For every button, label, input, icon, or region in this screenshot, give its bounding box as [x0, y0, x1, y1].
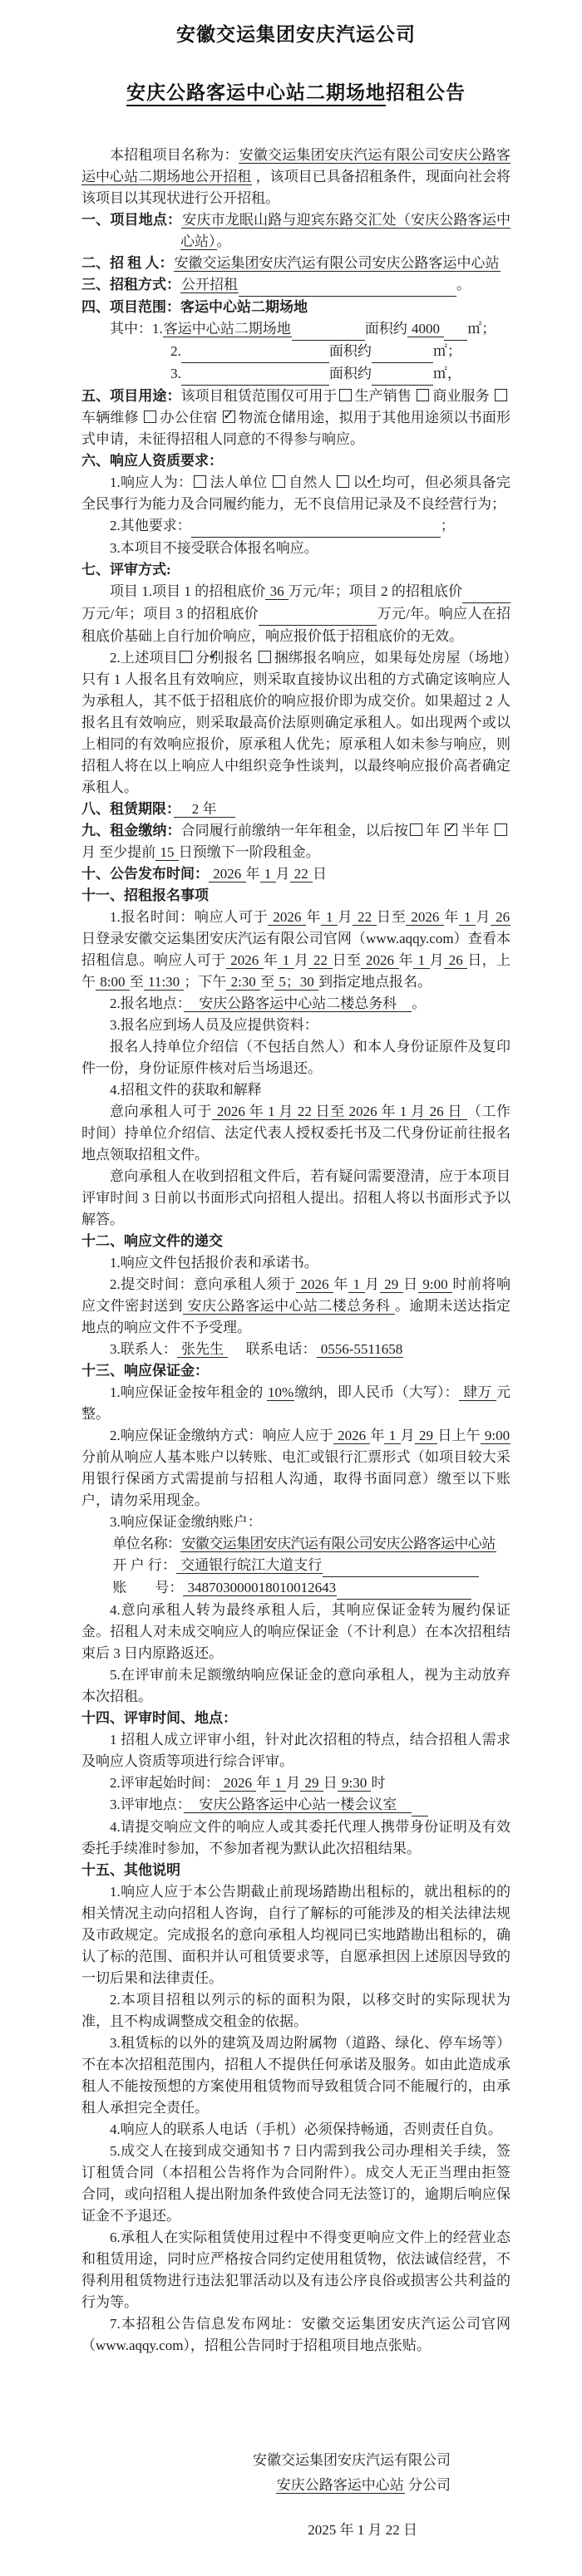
field-value: 1 [348, 1276, 364, 1292]
checkbox-unchecked-icon [410, 823, 422, 836]
text-run: 至 [260, 974, 275, 990]
text-run: 月 [338, 909, 353, 925]
checkbox-unchecked-icon [417, 389, 429, 401]
section-14-item-3 [81, 1794, 510, 1816]
text-run: 。 [216, 234, 231, 249]
checkbox-label: 自然人 [288, 474, 336, 490]
section-15-item-4 [81, 2119, 510, 2141]
text-run: 本招租项目名称为： [110, 147, 239, 163]
text-run: 年 [245, 866, 260, 882]
field-value: 8:00 [96, 974, 129, 990]
blank-field [323, 1555, 479, 1577]
checkbox-checked-icon [445, 823, 457, 836]
section-9-rent [81, 820, 510, 863]
section-13-item-1 [81, 1382, 510, 1425]
section-7-item-2 [81, 647, 510, 799]
field-value: 安徽交运集团安庆汽运有限公司安庆公路客运中心站二期场地公开招租 [81, 147, 511, 184]
heading-label: 四、项目范围： [81, 299, 180, 315]
text-run: 合同履行前缴纳一年年租金，以后按 [180, 823, 408, 838]
field-value: 安庆公路客运中心站二楼总务科 [183, 1298, 395, 1314]
field-value: 2026 [333, 1428, 370, 1443]
text-run: 2.本项目招租以列示的标的面积为限，以移交时的实际现状为准，且不构成调整成交租金的依据。 [81, 1992, 510, 2029]
text-run: 3.响应保证金缴纳账户： [110, 1514, 262, 1530]
field-value: 22 [290, 866, 312, 882]
section-12-heading [81, 1231, 510, 1252]
field-value: 张先生 [177, 1341, 228, 1357]
heading-label: 十二、响应文件的递交 [81, 1233, 223, 1249]
text-run: 月 [286, 1775, 301, 1791]
section-14-item-2 [81, 1772, 510, 1794]
field-value: 15 [156, 844, 178, 860]
checkbox-unchecked-icon [495, 389, 507, 401]
text-run: 5.在评审前未足额缴纳响应保证金的意向承租人，视为主动放弃本次招租。 [81, 1667, 510, 1704]
checkbox-label: 分别报名 [195, 650, 257, 666]
signature-branch-suffix: 分公司 [404, 2477, 451, 2493]
field-value: 0556-5511658 [317, 1341, 403, 1357]
text-run: 月 [400, 1428, 415, 1443]
section-13-heading [81, 1360, 510, 1382]
text-run: 。 [456, 277, 471, 293]
text-run: 月 [364, 1276, 380, 1292]
text-run: ，但必须具备完全民事行为能力及合同履约能力，无不良信用记录及不良经营行为； [81, 474, 511, 512]
section-11-item-3-detail [81, 1036, 510, 1079]
text-run: 1.响应人应于本公告期截止前现场踏勘出租标的，就出租标的的相关情况主动向招租人咨询，自行了解标的可能涉及的相关法律法规及市政规定。完成报名的意向承租人均视同已实地踏勘出租标的，确认了标的范围、面积并认可租赁要求等，自愿承担因上述原因导致的一切后果和法律责任。 [81, 1884, 510, 1986]
text-run: 4.意向承租人转为最终承租人后，其响应保证金转为履约保证金。招租人对未成交响应人的响应保证金（不计利息）在本次招租结束后 3 日内原路返还。 [81, 1602, 510, 1661]
field-value: 11:30 [144, 974, 184, 990]
checkbox-unchecked-icon [259, 651, 271, 663]
field-value: 安庆公路客运中心站一楼会议室 [185, 1797, 412, 1812]
text-run: 6.承租人在实际租赁使用过程中不得变更响应文件上的经营业态和租赁用途，同时应严格按合同约定使用租赁物，依法诚信经营，不得利用租赁物进行违法犯罪活动以及有违公序良俗或损害公共利益的行为等。 [81, 2229, 510, 2310]
section-13-item-3 [81, 1512, 510, 1533]
text-run: 月 [294, 952, 309, 968]
section-14-item-4 [81, 1816, 510, 1860]
text-run: 1.报名时间：响应人可于 [110, 909, 269, 925]
checkbox-label: 月 [81, 844, 100, 860]
field-value: 1 [279, 952, 294, 968]
field-value: 22 [353, 909, 377, 925]
section-4-item-3 [81, 363, 510, 386]
text-run: 1 招租人成立评审小组，针对此次招租的特点，结合招租人需求及响应人资质等项进行综合评审。 [81, 1732, 510, 1769]
field-value: 2026 [226, 952, 263, 968]
field-value: 2026 [269, 909, 306, 925]
field-value: 2026 [407, 909, 444, 925]
heading-label: 十四、评审时间、地点： [81, 1710, 237, 1726]
signature-company-line1: 安徽交运集团安庆汽运有限公司 [253, 2452, 451, 2468]
text-run: 2. [170, 343, 181, 359]
title-line-1: 安徽交运集团安庆汽运公司 [176, 23, 416, 45]
text-run: ，该项目已具备招租条件，现面向社会将该项目以其现状进行公开招租。 [81, 169, 511, 206]
title-line-2-rest: 招租公告 [386, 81, 466, 103]
checkbox-checked-icon [180, 651, 192, 663]
blank-field [239, 274, 456, 297]
section-12-item-1 [81, 1252, 510, 1274]
heading-label: 六、响应人资质要求： [81, 453, 223, 469]
section-15-item-3 [81, 2033, 510, 2119]
section-7-heading [81, 559, 510, 581]
text-run: 日 [313, 866, 327, 882]
blank-field [372, 363, 433, 386]
field-value: 1 [271, 1775, 286, 1791]
field-value: 29 [301, 1775, 323, 1791]
field-value: 5；30 [275, 974, 318, 990]
text-run: 2.提交时间：意向承租人须于 [110, 1276, 296, 1292]
intro-paragraph [81, 145, 510, 209]
section-11-item-4-detail-2 [81, 1166, 510, 1231]
text-run: 账 号： [112, 1580, 184, 1595]
field-value: 9:00 [418, 1276, 452, 1292]
text-run: 1.响应文件包括报价表和承诺书。 [110, 1255, 318, 1271]
text-run: 7.本招租公告信息发布网址：安徽交运集团安庆汽运公司官网（www.aqqy.com），招租公告同时于招租项目地点张贴。 [81, 2316, 510, 2353]
checkbox-label: 法人单位 [210, 474, 271, 490]
account-bank-line [81, 1555, 510, 1577]
blank-field [462, 581, 510, 603]
heading-label: 二、招 租 人： [81, 255, 174, 271]
text-run: 项目 1.项目 1 的招租底价 [110, 583, 266, 599]
field-value: 2:30 [227, 974, 260, 990]
text-run: 其中：1. [110, 321, 163, 337]
field-value: 安徽交运集团安庆汽运有限公司安庆公路客运中心站 [174, 255, 500, 271]
checkbox-label: 年 [425, 823, 444, 838]
text-run: 年 [370, 1428, 385, 1443]
signature-branch-underlined: 安庆公路客运中心站 [276, 2477, 404, 2493]
checkbox-label: 商业服务 [432, 388, 494, 404]
section-15-item-6 [81, 2227, 510, 2313]
section-11-item-4-detail-1 [81, 1101, 510, 1166]
field-value: 安庆公路客运中心站二楼总务科 [185, 995, 412, 1011]
section-13-item-5 [81, 1664, 510, 1708]
text-run: 面积约 [364, 321, 407, 337]
section-6-item-3 [81, 538, 510, 559]
heading-label: 五、项目用途： [81, 388, 181, 404]
checkbox-checked-icon [337, 475, 349, 488]
section-6-item-2 [81, 515, 510, 538]
text-run: 1.响应人为： [110, 474, 193, 490]
text-run: 联系电话： [228, 1341, 317, 1357]
field-value: 9:30 [338, 1775, 371, 1791]
field-value: 2026 [210, 866, 245, 882]
text-run: 2.上述项目 [110, 650, 178, 666]
text-run: 日，上午 [81, 952, 511, 990]
text-run: 面积约 [328, 343, 372, 359]
section-2-lessor [81, 253, 510, 274]
section-14-item-1 [81, 1729, 510, 1772]
text-run: 2.响应保证金缴纳方式：响应人应于 [110, 1428, 333, 1443]
field-value: 9:00 [481, 1428, 510, 1443]
signature-block [81, 2448, 510, 2543]
blank-field [337, 1577, 471, 1600]
field-value: 348703000018010012643 [184, 1580, 337, 1595]
text-run: 日 [323, 1775, 338, 1791]
text-run: 。逾期未送达指定地点的响应文件不予受理。 [81, 1298, 511, 1335]
section-5-usage [81, 386, 510, 450]
text-run: 时 [371, 1775, 386, 1791]
heading-label: 十一、招租报名事项 [81, 887, 209, 903]
section-13-item-4 [81, 1600, 510, 1664]
field-value: 1 [322, 909, 338, 925]
text-run: 单位名称： [112, 1536, 181, 1551]
text-run: 3.联系人： [110, 1341, 177, 1357]
text-run: 缴纳，即人民币（大写）： [294, 1384, 459, 1400]
text-run: 日至 [377, 909, 407, 925]
section-11-item-1 [81, 907, 510, 993]
text-run: 年 [256, 1775, 271, 1791]
text-run: 日至 [332, 952, 362, 968]
field-value: 客运中心站二期场地 [163, 321, 291, 337]
section-15-item-1 [81, 1881, 510, 1989]
field-value: 26 [491, 909, 510, 925]
text-run: 2.评审起始时间： [110, 1775, 219, 1791]
field-value: 2026 [362, 952, 398, 968]
heading-label: 八、租赁期限： [81, 801, 174, 817]
field-value: 4000 [407, 321, 444, 337]
title-line-2 [81, 80, 510, 105]
heading-label: 客运中心站二期场地 [180, 299, 308, 315]
heading-label: 十五、其他说明 [81, 1862, 180, 1878]
account-name-line [81, 1533, 510, 1555]
text-run: ㎡； [467, 321, 496, 337]
text-run: 面积约 [328, 366, 372, 381]
field-value: 2 年 [174, 801, 234, 817]
text-run: 到指定地点报名。 [318, 974, 432, 990]
text-run: 年 [333, 1276, 348, 1292]
checkbox-unchecked-icon [273, 475, 285, 488]
text-run: ㎡， [432, 366, 461, 381]
field-value: 29 [415, 1428, 437, 1443]
blank-field [181, 363, 329, 386]
checkbox-unchecked-icon [339, 389, 352, 401]
section-14-heading [81, 1708, 510, 1729]
checkbox-label: 半年 [461, 823, 494, 838]
heading-label: 三、招租方式： [81, 277, 180, 293]
text-run: ，拟用于其他用途须以书面形式申请，未征得招租人同意的不得参与响应。 [81, 410, 511, 447]
blank-field [372, 341, 433, 363]
field-value: 1 [460, 909, 476, 925]
text-run: 2.报名地点： [110, 995, 185, 1011]
text-run: 5.成交人在接到成交通知书 7 日内需到我公司办理相关手续，签订租赁合同（本招租公告将作为合同附件）。成交人无正当理由拒签合同，或向招租人提出附加条件致使合同无法签订的，逾期后响应保证金不予退还。 [81, 2143, 510, 2224]
text-run: 3.租赁标的以外的建筑及周边附属物（道路、绿化、停车场等）不在本次招租范围内，招租人不提供任何承诺及服务。如由此造成承租人不能按预想的方案使用租赁物而导致租赁合同不能履行的，由承租人承担完全责任。 [81, 2035, 510, 2116]
text-run: 月 [429, 952, 445, 968]
text-run: 3.评审地点： [110, 1797, 185, 1812]
blank-field [259, 603, 377, 626]
checkbox-label: 捆绑报名响应 [274, 650, 361, 666]
text-run: 时前将响应文件密封送到 [81, 1276, 511, 1314]
account-number-line [81, 1577, 510, 1600]
text-run: 该项目租赁范围仅可用于 [180, 388, 338, 404]
checkbox-label: 物流仓储用途 [238, 410, 325, 425]
signature-company-line2 [81, 2473, 510, 2498]
text-run: 日登录安徽交运集团安庆汽运有限公司官网（www.aqqy.com）查看本招租信息。响应人可于 [81, 931, 510, 968]
text-run: 月 [476, 909, 491, 925]
text-run: 日 [403, 1276, 418, 1292]
text-run: 。 [412, 995, 427, 1011]
text-run: 月 [275, 866, 290, 882]
section-12-item-2 [81, 1274, 510, 1339]
text-run: 2.其他要求： [110, 518, 191, 533]
heading-label: 九、租金缴纳： [81, 823, 181, 838]
section-15-heading [81, 1860, 510, 1881]
text-run: 年 [306, 909, 322, 925]
text-run: ㎡； [432, 343, 461, 359]
field-value: 36 [266, 583, 288, 599]
blank-field [412, 1794, 428, 1816]
section-15-item-2 [81, 1989, 510, 2033]
section-3-method [81, 274, 510, 297]
section-13-item-2 [81, 1425, 510, 1512]
section-15-item-5 [81, 2141, 510, 2227]
signature-date: 2025 年 1 月 22 日 [308, 2522, 417, 2538]
text-run: 至 [129, 974, 144, 990]
field-value: 29 [380, 1276, 403, 1292]
blank-field [191, 515, 441, 538]
section-4-scope [81, 297, 510, 318]
field-value: 1 [260, 866, 275, 882]
checkbox-label: 办公住宿 [160, 410, 221, 425]
text-run: 意向承租人在收到招租文件后，若有疑问需要澄清，应于本项目评审时间 3 日前以书面形式向招租人提出。招租人将以书面形式予以解答。 [81, 1168, 510, 1227]
field-value: 22 [309, 952, 332, 968]
section-1-location [81, 209, 510, 253]
text-run: 年 [263, 952, 279, 968]
heading-label: 一、项目地点： [81, 212, 182, 228]
text-run: 4.请提交响应文件的响应人或其委托代理人携带身份证明及有效委托手续准时参加，不参加者视为默认此次招租结果。 [81, 1819, 510, 1856]
section-4-item-1 [81, 318, 510, 341]
text-run: 至少提前 [99, 844, 156, 860]
section-11-item-3 [81, 1015, 510, 1036]
field-value: 肆万 [459, 1384, 496, 1400]
text-run: 3.本项目不接受联合体报名响应。 [110, 540, 318, 556]
heading-label: 十三、响应保证金： [81, 1363, 209, 1379]
heading-label: 十、公告发布时间： [81, 866, 209, 882]
text-run: 4.响应人的联系人电话（手机）必须保持畅通，否则责任自负。 [110, 2121, 502, 2137]
text-run: 年 [398, 952, 413, 968]
checkbox-label: 以上均可 [353, 474, 411, 490]
field-value: 2026 [296, 1276, 333, 1292]
text-run: 3.报名应到场人员及应提供资料： [110, 1017, 318, 1033]
section-7-item-1 [81, 581, 510, 647]
text-run: 日上午 [437, 1428, 481, 1443]
text-run: 报名人持单位介绍信（不包括自然人）和本人身份证原件及复印件一份，身份证原件核对后当场退还。 [81, 1039, 510, 1076]
text-run: 元整。 [81, 1384, 511, 1422]
section-11-heading [81, 885, 510, 907]
text-run: 分前从响应人基本账户以转账、电汇或银行汇票形式（如项目较大采用银行保函方式需提前与招租人沟通，取得书面同意）缴至以下账户，请勿采用现金。 [81, 1449, 510, 1508]
blank-field [292, 318, 365, 341]
field-value: 26 [445, 952, 467, 968]
text-run: ，如果每处房屋（场地）只有 1 人报名且有效响应，则采取直接协议出租的方式确定该响应人为承租人，其不低于招租底价的响应报价即为成交价。如果超过 2 人报名且有效响应，则采取最高价法原则确定承租人。如出现两个或以上相同的有效响应报价，原承租人优先；原承租人如未参与响应，则招租人将在以上响应人中组织竞争性谈判，以最终响应报价高者确定承租人。 [81, 650, 511, 795]
text-run: （工作时间）持单位介绍信、法定代表人授权委托书及二代身份证前往报名地点领取招租文件。 [81, 1104, 511, 1163]
document-body [81, 145, 510, 2357]
text-run: 万元/年；项目 2 的招租底价 [288, 583, 462, 599]
checkbox-unchecked-icon [144, 410, 156, 423]
checkbox-unchecked-icon [194, 475, 206, 488]
field-value: 公开招租 [181, 277, 238, 293]
blank-field [444, 318, 467, 341]
section-11-item-4 [81, 1079, 510, 1101]
text-run: 年 [444, 909, 460, 925]
checkbox-label: 车辆维修 [81, 410, 143, 425]
section-6-item-1 [81, 472, 510, 515]
section-12-item-3 [81, 1339, 510, 1360]
heading-label: 七、评审方式: [81, 562, 171, 578]
document-title [81, 22, 510, 105]
section-10-publish-time [81, 863, 510, 885]
field-value: 安庆市龙眠山路与迎宾东路交汇处（安庆公路客运中心站） [180, 212, 511, 249]
text-run: 意向承租人可于 [110, 1104, 213, 1119]
text-run: ；下午 [184, 974, 227, 990]
checkbox-checked-icon [223, 410, 235, 423]
text-run: 1.响应保证金按年租金的 [110, 1384, 267, 1400]
field-value: 1 [385, 1428, 400, 1443]
text-run: 日预缴下一阶段租金。 [178, 844, 320, 860]
section-11-item-2 [81, 993, 510, 1015]
blank-field [181, 341, 329, 363]
checkbox-label: 生产销售 [354, 388, 416, 404]
title-line-2-underlined: 安庆公路客运中心站二期场地 [126, 81, 386, 106]
text-run: 开 户 行： [112, 1557, 176, 1573]
section-15-item-7 [81, 2313, 510, 2357]
field-value: 10% [268, 1384, 294, 1400]
text-run: ； [440, 518, 455, 533]
field-value: 安徽交运集团安庆汽运有限公司安庆公路客运中心站 [181, 1536, 496, 1551]
field-value: 1 [413, 952, 429, 968]
text-run: 万元/年。响应人在招租底价基础上自行加价响应，响应报价低于招租底价的无效。 [81, 606, 510, 644]
field-value: 2026 年 1 月 22 日至 2026 年 1 月 26 日 [213, 1104, 466, 1119]
checkbox-unchecked-icon [495, 823, 507, 836]
text-run: 万元/年；项目 3 的招租底价 [81, 606, 259, 622]
text-run: 3. [170, 366, 181, 381]
section-4-item-2 [81, 341, 510, 363]
field-value: 交通银行皖江大道支行 [176, 1557, 323, 1573]
section-6-heading [81, 450, 510, 472]
field-value: 2026 [219, 1775, 256, 1791]
text-run: 4.招租文件的获取和解释 [110, 1082, 262, 1098]
